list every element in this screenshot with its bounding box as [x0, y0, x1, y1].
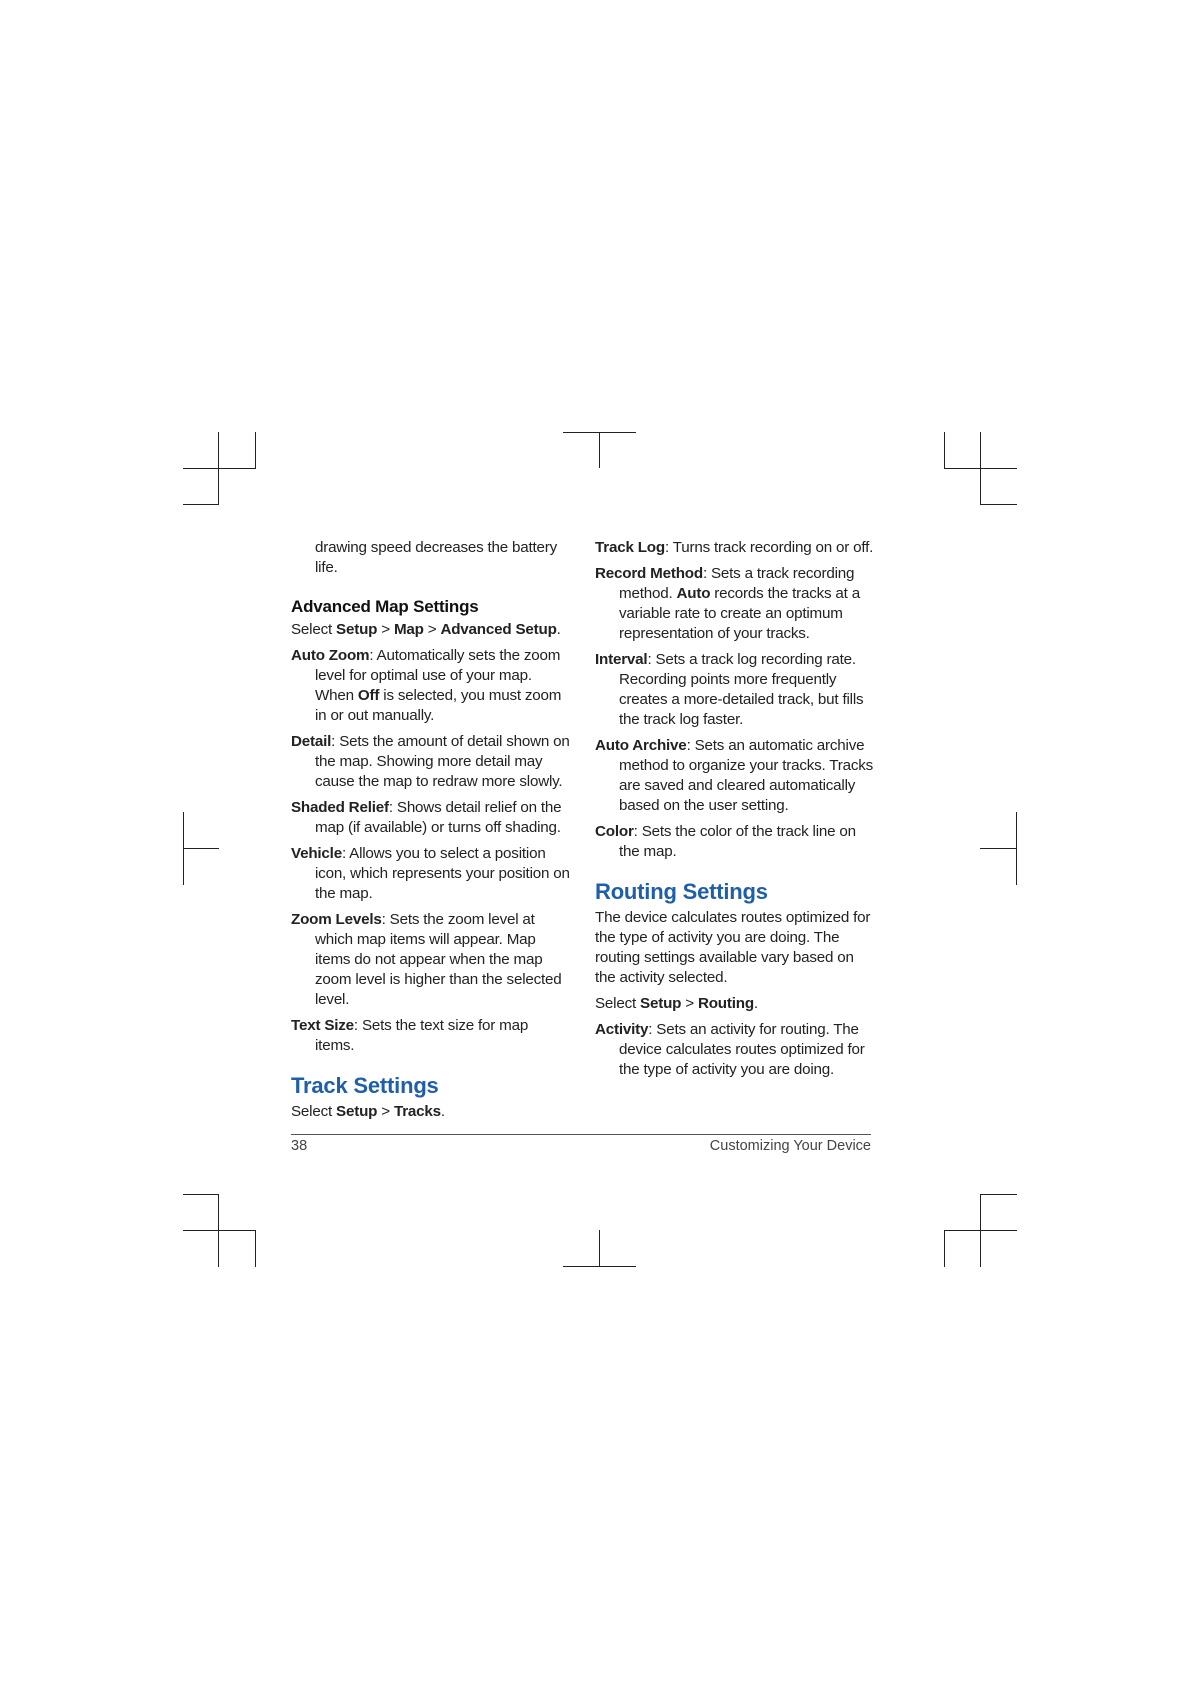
continuation-text: drawing speed decreases the battery life. — [315, 539, 558, 576]
track-select-path: Select Setup > Tracks. — [291, 1103, 445, 1120]
track-log-item: Track Log: Turns track recording on or off. — [595, 539, 874, 556]
activity-item: Activity: Sets an activity for routing. The device calculates routes optimized for the type of activity you are doing. — [595, 1021, 865, 1078]
footer-rule — [291, 1134, 871, 1135]
auto-archive-item: Auto Archive: Sets an automatic archive method to organize your tracks. Tracks are saved and cleared automatically based on the user setting. — [595, 737, 874, 814]
footer-section-title: Customizing Your Device — [709, 1138, 871, 1154]
advanced-map-settings-heading: Advanced Map Settings — [291, 597, 479, 616]
left-column — [291, 538, 571, 1128]
track-settings-heading: Track Settings — [291, 1073, 439, 1098]
routing-select-path: Select Setup > Routing. — [595, 995, 758, 1012]
zoom-levels-item: Zoom Levels: Sets the zoom level at which map items will appear. Map items do not appear when the map zoom level is higher than the selected level. — [291, 911, 562, 1008]
record-method-item: Record Method: Sets a track recording method. Auto records the tracks at a variable rate to create an optimum representation of your tracks. — [595, 565, 860, 642]
routing-settings-heading: Routing Settings — [595, 879, 768, 904]
interval-item: Interval: Sets a track log recording rate. Recording points more frequently creates a more-detailed track, but fills the track log faster. — [595, 651, 864, 728]
text-size-item: Text Size: Sets the text size for map items. — [291, 1017, 529, 1054]
color-item: Color: Sets the color of the track line on the map. — [595, 823, 856, 860]
vehicle-item: Vehicle: Allows you to select a position icon, which represents your position on the map. — [291, 845, 570, 902]
right-column — [595, 538, 875, 1086]
shaded-relief-item: Shaded Relief: Shows detail relief on the map (if available) or turns off shading. — [291, 799, 562, 836]
routing-intro-text: The device calculates routes optimized for the type of activity you are doing. The routing settings available vary based on the activity selected. — [595, 909, 871, 986]
auto-zoom-item: Auto Zoom: Automatically sets the zoom level for optimal use of your map. When Off is selected, you must zoom in or out manually. — [291, 647, 562, 724]
detail-item: Detail: Sets the amount of detail shown on the map. Showing more detail may cause the map to redraw more slowly. — [291, 733, 570, 790]
page-number: 38 — [291, 1138, 308, 1154]
advanced-select-path: Select Setup > Map > Advanced Setup. — [291, 621, 561, 638]
